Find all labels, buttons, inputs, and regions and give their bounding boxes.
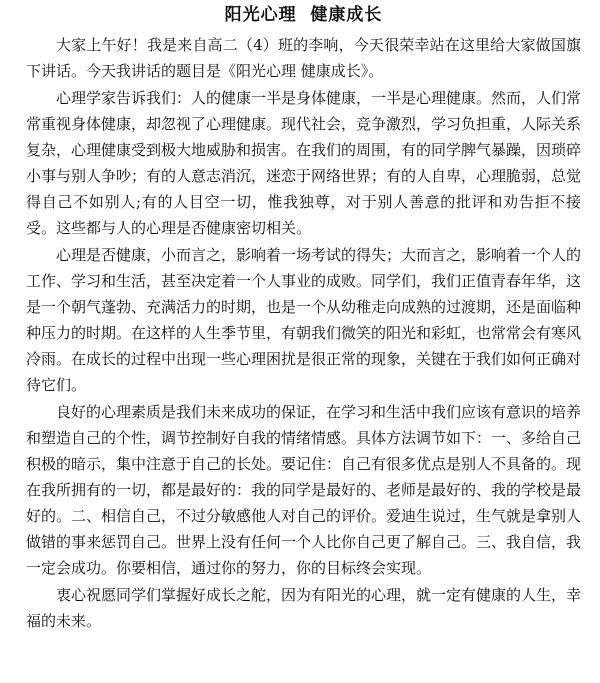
paragraph-closing: 衷心祝愿同学们掌握好成长之舵，因为有阳光的心理，就一定有健康的人生，幸福的未来。 [26,586,582,630]
paragraph-psychology-intro: 心理学家告诉我们：人的健康一半是身体健康，一半是心理健康。然而，人们常常重视身体健康，却忽视了心理健康。现代社会，竞争激烈，学习负担重，人际关系复杂，心理健康受到极大地威胁和损害。在我们的周围，有的同学脾气暴躁，因琐碎小事与别人争吵；有的人意志消沉，迷恋于网络世界；有的人自卑，心理脆弱，总觉得自己不如别人;有的人目空一切，惟我独尊，对于别人善意的批评和劝告拒不接受。这些都与人的心理是否健康密切相关。 [26,89,582,237]
paragraph-importance: 心理是否健康，小而言之，影响着一场考试的得失；大而言之，影响着一个人的工作、学习和生活，甚至决定着一个人事业的成败。同学们，我们正值青春年华，这是一个朝气蓬勃、充满活力的时期，也是一个从幼稚走向成熟的过渡期，还是面临种种压力的时期。在这样的人生季节里，有朝我们微笑的阳光和彩虹，也常常会有寒风冷雨。在成长的过程中出现一些心理困扰是很正常的现象，关键在于我们如何正确对待它们。 [26,246,582,394]
paragraph-greeting: 大家上午好！我是来自高二（4）班的李响，今天很荣幸站在这里给大家做国旗下讲话。今天我讲话的题目是《阳光心理 健康成长》。 [26,36,581,80]
speech-title: 阳光心理 健康成长 [224,5,383,25]
paragraph-methods: 良好的心理素质是我们未来成功的保证，在学习和生活中我们应该有意识的培养和塑造自己的个性，调节控制好自我的情绪情感。具体方法调节如下：一、多给自己积极的暗示，集中注意于自己的长处。要记住：自己有很多优点是别人不具备的。现在我所拥有的一切，都是最好的：我的同学是最好的、老师是最好的、我的学校是最好的。二、相信自己，不过分敏感他人对自己的评价。爱迪生说过，生气就是拿别人做错的事来惩罚自己。世界上没有任何一个人比你自己更了解自己。三、我自信，我一定会成功。你要相信，通过你的努力，你的目标终会实现。 [26,403,582,577]
